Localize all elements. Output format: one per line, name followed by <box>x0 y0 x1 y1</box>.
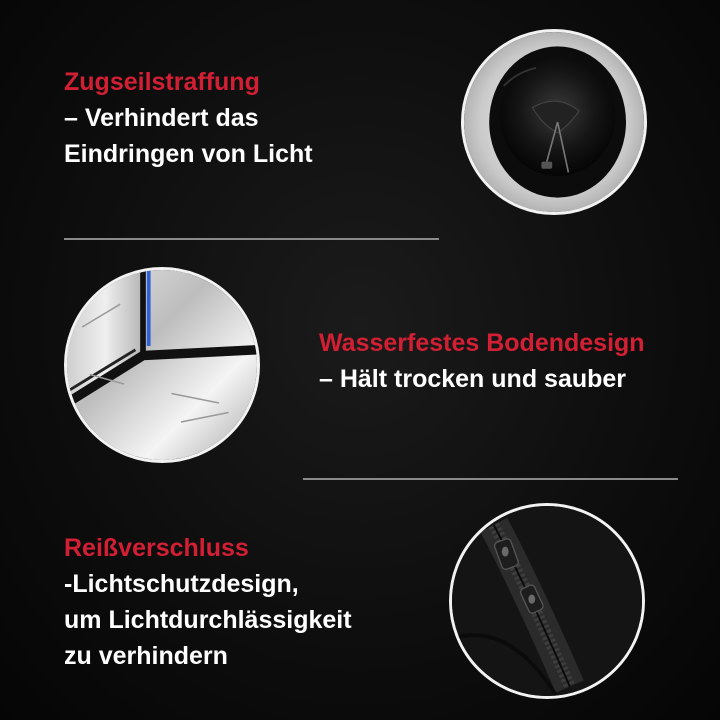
feature-description-line: um Lichtdurchlässigkeit <box>64 606 352 634</box>
feature-description-line: -Lichtschutzdesign, <box>64 570 299 598</box>
feature-title: Zugseilstraffung <box>64 68 260 96</box>
feature-title: Wasserfestes Bodendesign <box>319 329 645 357</box>
feature-zipper-text <box>64 530 352 674</box>
feature-drawstring-text <box>64 64 313 172</box>
feature-floor-text <box>319 325 645 397</box>
waterproof-floor-photo <box>64 267 260 463</box>
section-divider <box>64 238 439 240</box>
feature-title: Reißverschluss <box>64 534 249 562</box>
feature-description-line: Eindringen von Licht <box>64 140 313 168</box>
zipper-photo <box>449 503 645 699</box>
drawstring-vent-photo <box>461 29 647 215</box>
feature-description-line: – Verhindert das <box>64 104 259 132</box>
feature-description-line: – Hält trocken und sauber <box>319 365 627 393</box>
feature-description-line: zu verhindern <box>64 642 228 670</box>
section-divider <box>303 478 678 480</box>
